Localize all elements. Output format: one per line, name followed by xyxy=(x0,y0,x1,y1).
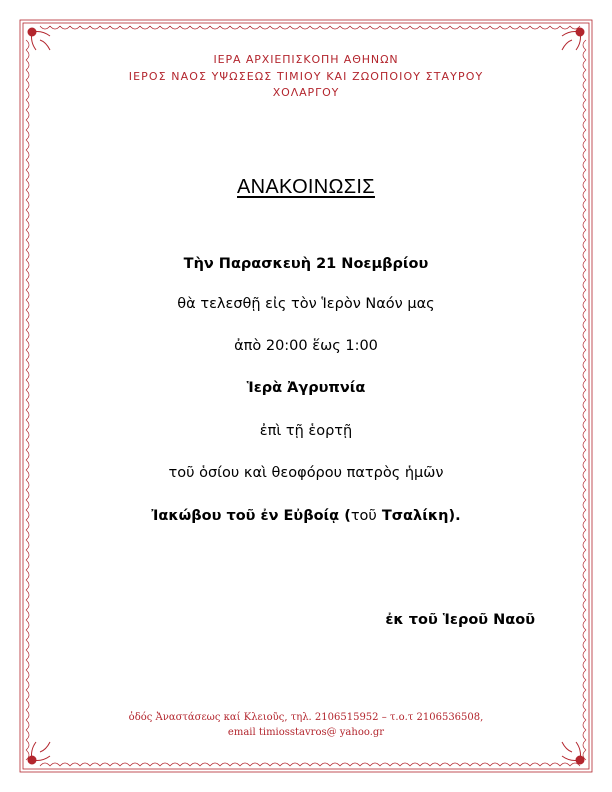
announcement-saint xyxy=(0,508,612,524)
saint-surname: Τσαλίκη). xyxy=(376,508,461,524)
announcement-line-6: τοῦ ὁσίου καὶ θεοφόρου πατρὸς ἡμῶν xyxy=(168,465,444,481)
announcement-date: Τὴν Παρασκευὴ 21 Νοεμβρίου xyxy=(183,256,429,272)
signature: ἐκ τοῦ Ἱεροῦ Ναοῦ xyxy=(385,612,535,628)
announcement-event: Ἱερὰ Ἀγρυπνία xyxy=(246,380,366,396)
header-location: ΧΟΛΑΡΓΟΥ xyxy=(272,86,340,99)
footer-email: email timiosstavros@ yahoo.gr xyxy=(227,727,385,738)
page-title: ΑΝΑΚΟΙΝΩΣΙΣ xyxy=(237,176,375,198)
announcement-time: ἀπὸ 20:00 ἕως 1:00 xyxy=(234,338,378,354)
saint-name: Ἰακώβου τοῦ ἐν Εὐβοίᾳ ( xyxy=(151,508,351,524)
header-church-name: ΙΕΡΟΣ ΝΑΟΣ ΥΨΩΣΕΩΣ ΤΙΜΙΟΥ ΚΑΙ ΖΩΟΠΟΙΟΥ ΣΤΑΥΡΟΥ xyxy=(128,70,484,83)
header-archdiocese: ΙΕΡΑ ΑΡΧΙΕΠΙΣΚΟΠΗ ΑΘΗΝΩΝ xyxy=(213,53,399,66)
footer-address: ὁδός Ἀναστάσεως καί Κλειοῦς, τηλ. 2106515952 – τ.ο.τ 2106536508, xyxy=(128,712,484,723)
announcement-line-2: θὰ τελεσθῇ εἰς τὸν Ἱερὸν Ναόν μας xyxy=(177,296,435,312)
announcement-line-5: ἐπὶ τῇ ἑορτῇ xyxy=(259,423,353,439)
saint-article: τοῦ xyxy=(350,508,377,524)
